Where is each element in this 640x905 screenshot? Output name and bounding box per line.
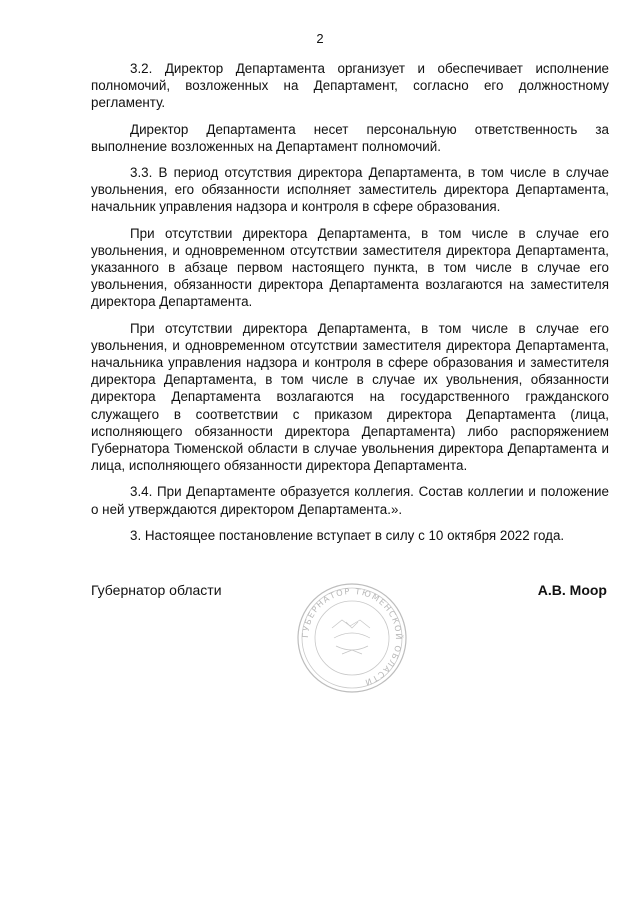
paragraph-3-3: 3.3. В период отсутствия директора Департамента, в том числе в случае увольнения, его обязанности исполняет заместитель директора Департамента, начальник управления надзора и контроля в сфере образования. xyxy=(91,165,609,215)
paragraph-3-2: 3.2. Директор Департамента организует и обеспечивает исполнение полномочий, возложенных на Департамент, согласно его должностному регламенту. xyxy=(91,61,609,111)
paragraph-absence-deputy: При отсутствии директора Департамента, в том числе в случае его увольнения, и одновременном отсутствии заместителя директора Департамента, указанного в абзаце первом настоящего пункта, в том числе в случае его увольнения, обязанности директора Департамента возлагаются на заместителя директора Департамента. xyxy=(91,225,609,310)
paragraph-absence-both: При отсутствии директора Департамента, в том числе в случае его увольнения, и одновременном отсутствии заместителя директора Департамента, начальника управления надзора и контроля в сфере образования и заместителя директора Департамента, в том числе в случае их увольнения, обязанности директора Департамента возлагаются на государственного гражданского служащего в соответствии с приказом директора Департамента (лица, исполняющего обязанности директора Департамента) либо распоряжением Губернатора Тюменской области в случае увольнения директора Департамента и лица, исполняющего обязанности директора Департамента. xyxy=(91,320,609,474)
signatory-title: Губернатор области xyxy=(91,582,222,598)
seal-ring-text: ГУБЕРНАТОР ТЮМЕНСКОЙ ОБЛАСТИ xyxy=(299,585,405,689)
paragraph-3-4: 3.4. При Департаменте образуется коллегия. Состав коллегии и положение о ней утверждаются директором Департамента.». xyxy=(91,484,609,517)
signatory-name: А.В. Моор xyxy=(537,582,607,598)
document-body xyxy=(91,60,609,553)
paragraph-effective-date: 3. Настоящее постановление вступает в силу с 10 октября 2022 года. xyxy=(130,527,565,543)
page-number: 2 xyxy=(316,31,324,46)
official-seal xyxy=(296,582,408,694)
paragraph-director-responsibility: Директор Департамента несет персональную ответственность за выполнение возложенных на Департамент полномочий. xyxy=(91,121,609,154)
